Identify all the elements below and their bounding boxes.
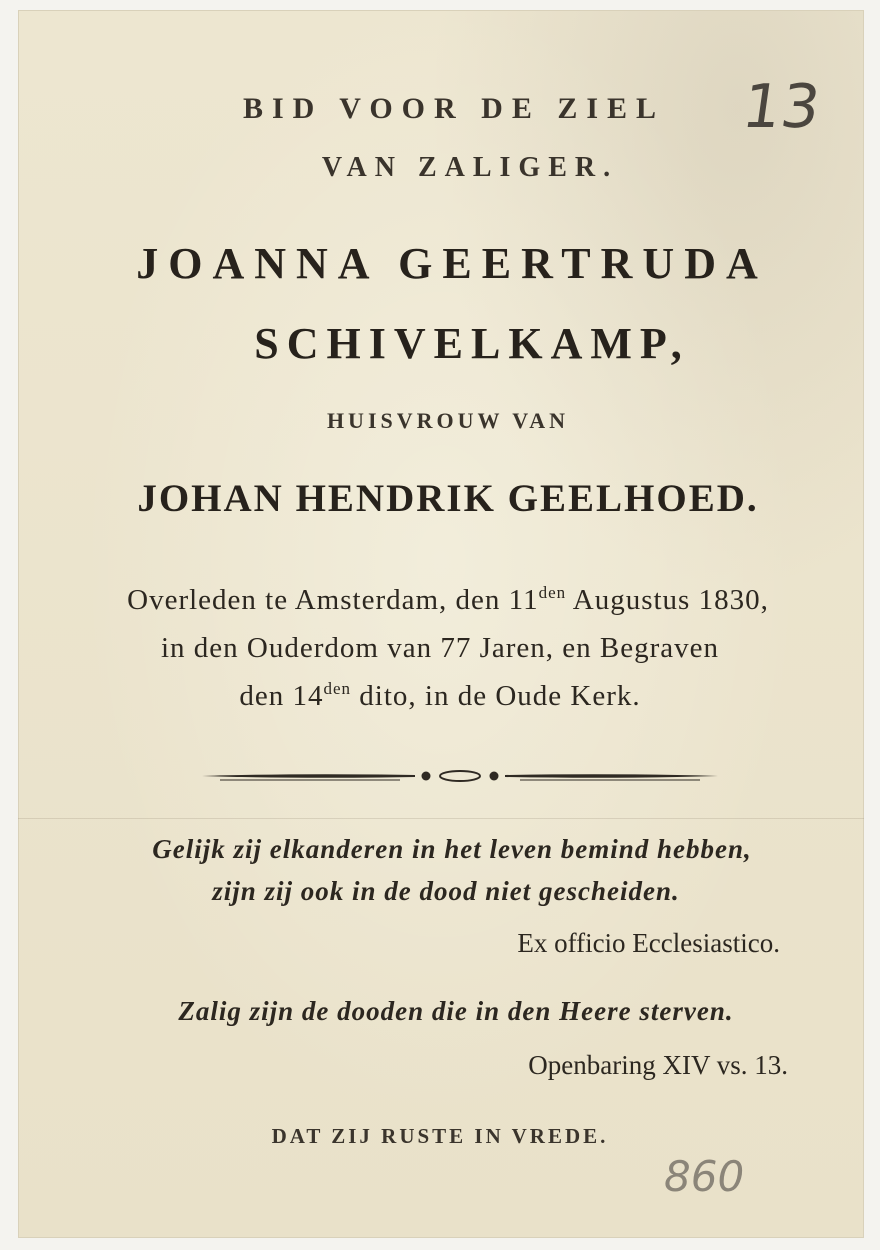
death-details-line-2: in den Ouderdom van 77 Jaren, en Begraven (160, 632, 719, 664)
ornamental-divider (200, 764, 720, 788)
death-details-line-1 (0, 584, 880, 617)
burial-text: den 14 (239, 680, 324, 712)
burial-text: dito, in de Oude Kerk. (351, 680, 641, 712)
handwritten-number-bottom: 860 (664, 1152, 745, 1201)
relation-label: HUISVROUW VAN (326, 408, 570, 433)
fold-crease (18, 818, 864, 819)
closing-line: DAT ZIJ RUSTE IN VREDE. (271, 1124, 609, 1148)
deceased-name-line-1: JOANNA GEERTRUDA (136, 239, 768, 288)
quote-1-line-2: zijn zij ook in de dood niet gescheiden. (212, 876, 680, 906)
quote-1-line-1: Gelijk zij elkanderen in het leven bemind hebben, (152, 834, 752, 864)
spouse-name: JOHAN HENDRIK GEELHOED. (137, 477, 759, 520)
quote-1-source: Ex officio Ecclesiastico. (517, 928, 780, 958)
death-details-text: Overleden te Amsterdam, den 11 (127, 584, 539, 616)
deceased-name-line-2: SCHIVELKAMP, (254, 319, 690, 368)
ordinal-superscript: den (538, 583, 567, 602)
death-details-line-3 (0, 680, 880, 713)
header-line-1: BID VOOR DE ZIEL (242, 92, 666, 125)
header-line-2: VAN ZALIGER. (321, 152, 619, 183)
death-details-text: Augustus 1830, (566, 584, 769, 616)
ordinal-superscript: den (323, 679, 352, 698)
quote-2-source: Openbaring XIV vs. 13. (528, 1050, 788, 1080)
quote-2: Zalig zijn de dooden die in den Heere sterven. (178, 996, 734, 1026)
handwritten-number-top: 13 (738, 72, 825, 142)
